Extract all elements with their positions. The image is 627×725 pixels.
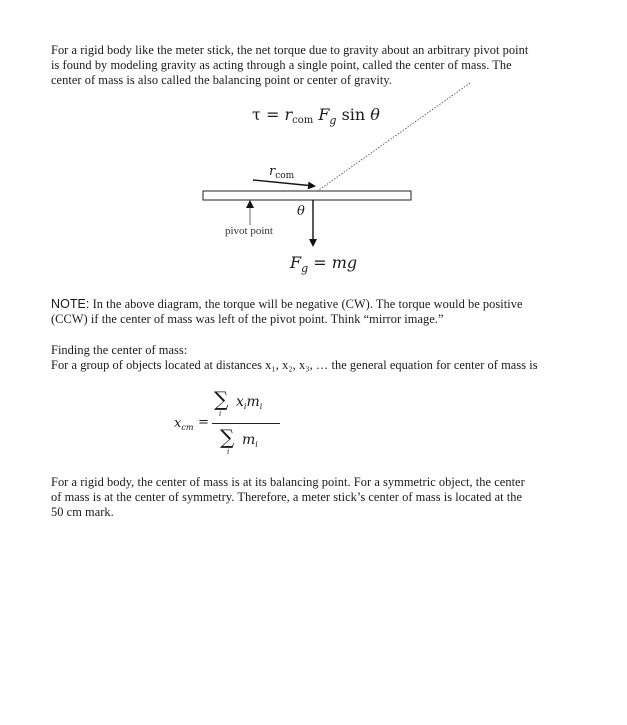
denominator-terms [242,432,258,448]
numerator-sigma: ∑ [214,387,229,411]
f-symbol: F [318,105,330,124]
com-formula [170,385,280,463]
intro-line-1: For a rigid body like the meter stick, the net torque due to gravity about an arbitrary pivot point [51,43,529,57]
denominator-sigma: ∑ [220,425,235,449]
intro-line-2: is found by modeling gravity as acting through a single point, called the center of mass. The [51,58,512,72]
note-paragraph [51,297,523,327]
force-f-symbol: F [290,253,302,272]
com-equals: = [198,415,209,430]
finding-line-2: For a group of objects located at distances x₁, x₂, x₃, … the general equation for center of mass is [51,358,538,372]
xcm-symbol [174,416,193,431]
r-com-label [269,164,294,179]
r-subscript: com [292,115,314,126]
equals-sign: = [265,105,280,124]
numerator-m-index: i [259,402,263,411]
guide-line [316,83,470,192]
denominator-m: m [242,432,256,448]
conclusion-paragraph [51,475,525,520]
pivot-point-label: pivot point [225,225,273,237]
note-lead: NOTE: [51,297,90,311]
numerator-sum-index: i [219,410,222,418]
meter-stick [203,191,411,200]
fraction-bar [212,423,280,424]
denominator-m-index: i [255,440,258,449]
conclusion-line-3: 50 cm mark. [51,505,114,519]
force-subscript: g [301,262,309,275]
note-text-1: In the above diagram, the torque will be negative (CW). The torque would be positive [89,297,523,311]
conclusion-line-1: For a rigid body, the center of mass is at its balancing point. For a symmetric object, the center [51,475,525,489]
intro-line-3: center of mass is also called the balancing point or center of gravity. [51,73,392,87]
gravity-force-label [290,253,358,275]
numerator-terms [236,394,262,410]
numerator-x: x [236,394,244,410]
xcm-x: x [174,416,182,431]
r-com-subscript: com [275,171,295,181]
denominator-sum-index: i [227,448,230,456]
note-line-1 [51,297,523,312]
r-com-symbol: r [269,164,276,179]
finding-paragraph [51,343,538,373]
theta-symbol: θ [370,105,380,124]
numerator-m: m [246,394,260,410]
sin-function: sin [341,105,366,124]
theta-label: θ [297,204,305,219]
f-subscript: g [329,114,337,127]
numerator-x-index: i [243,402,247,411]
conclusion-line-2: of mass is at the center of symmetry. Therefore, a meter stick’s center of mass is located at the [51,490,523,504]
note-line-2: (CCW) if the center of mass was left of the pivot point. Think “mirror image.” [51,312,444,326]
tau-symbol: τ [252,105,261,124]
xcm-subscript: cm [181,423,194,432]
r-symbol: r [284,105,293,124]
finding-line-1: Finding the center of mass: [51,343,188,357]
force-rhs: = mg [313,253,358,272]
